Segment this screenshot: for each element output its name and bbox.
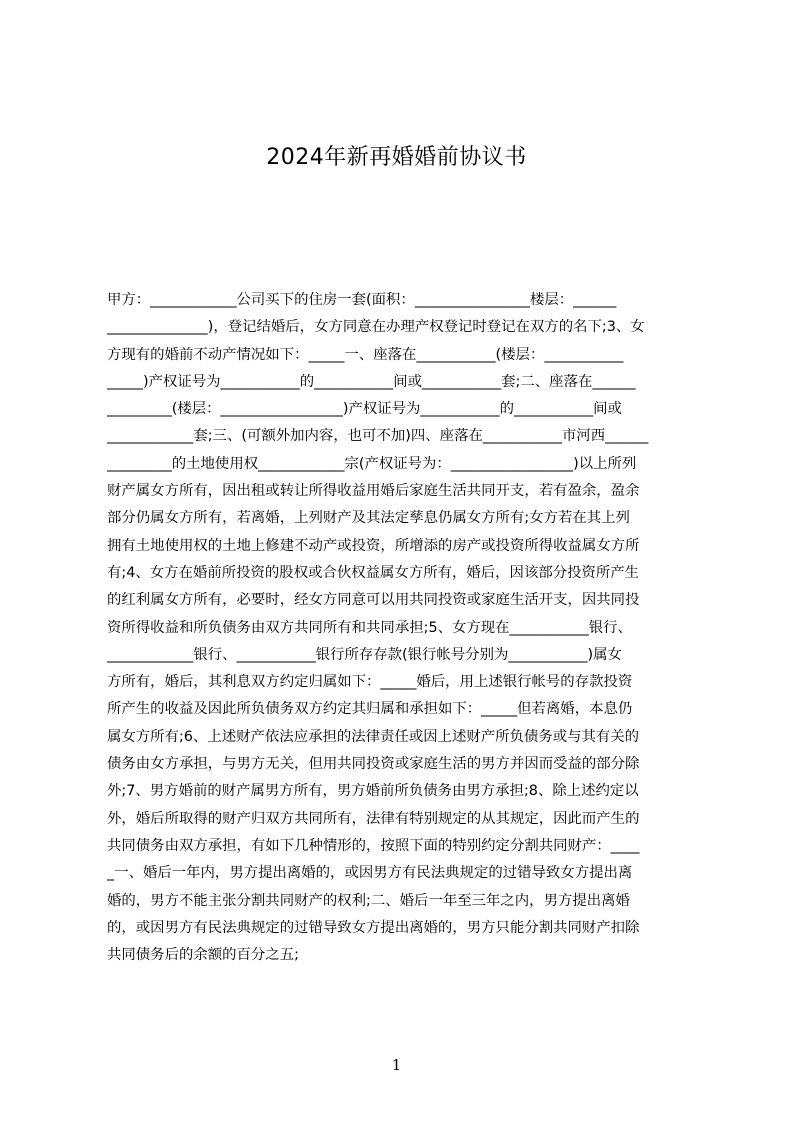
body-line: 甲方：____________公司买下的住房一套(面积：________________楼层：______ [107, 292, 617, 308]
body-line: 共同债务由双方承担，有如下几种情形的，按照下面的特别约定分割共同财产：____ [107, 837, 640, 854]
body-line: 方所有，婚后，其利息双方约定归属如下：_____婚后，用上述银行帐号的存款投资 [107, 674, 633, 691]
document-title: 2024年新再婚婚前协议书 [266, 145, 527, 170]
body-line: _________的土地使用权____________宗(产权证号为：_________________)以上所列 [107, 455, 637, 472]
body-line: 拥有土地使用权的土地上修建不动产或投资，所增添的房产或投资所得收益属女方所 [107, 537, 640, 554]
body-line: 所产生的收益及因此所负债务双方约定其归属和承担如下：_____但若离婚，本息仍 [107, 701, 633, 718]
body-line: _________(楼层：_________________)产权证号为___________的___________间或 [107, 401, 622, 418]
body-line: ______________)，登记结婚后，女方同意在办理产权登记时登记在双方的名下;3、女 [107, 319, 645, 336]
body-line: 的红利属女方所有，必要时，经女方同意可以用共同投资或家庭生活开支，因共同投 [107, 592, 640, 609]
body-line: ____________套;三、(可额外加内容，也可不加)四、座落在___________市河西______ [107, 428, 649, 445]
body-line: 外;7、男方婚前的财产属男方所有，男方婚前所负债务由男方承担;8、除上述约定以 [107, 783, 639, 800]
document-body [107, 287, 698, 969]
body-line: 婚的，男方不能主张分割共同财产的权利;二、婚后一年至三年之内，男方提出离婚 [107, 892, 630, 909]
body-line: 属女方所有;6、上述财产依法应承担的法律责任或因上述财产所负债务或与其有关的 [107, 728, 640, 745]
body-line: 债务由女方承担，与男方无关，但用共同投资或家庭生活的男方并因而受益的部分除 [107, 756, 640, 773]
page-number: 1 [391, 1056, 402, 1074]
body-line: 财产属女方所有，因出租或转让所得收益用婚后家庭生活共同开支，若有盈余，盈余 [107, 483, 640, 500]
body-line: 方现有的婚前不动产情况如下：_____一、座落在___________(楼层：___________ [107, 346, 624, 363]
body-line: ____________银行、___________银行所存存款(银行帐号分别为___________)属女 [107, 646, 622, 663]
body-line: 有;4、女方在婚前所投资的股权或合伙权益属女方所有，婚后，因该部分投资所产生 [107, 564, 640, 581]
body-line: _____)产权证号为___________的___________间或___________套;二、座落在______ [107, 373, 636, 390]
body-line: _一、婚后一年内，男方提出离婚的，或因男方有民法典规定的过错导致女方提出离 [107, 865, 633, 882]
body-line: 的，或因男方有民法典规定的过错导致女方提出离婚的，男方只能分割共同财产扣除 [107, 919, 640, 936]
body-line: 部分仍属女方所有，若离婚，上列财产及其法定孳息仍属女方所有;女方若在其上列 [107, 510, 630, 527]
body-line: 外，婚后所取得的财产归双方共同所有，法律有特别规定的从其规定，因此而产生的 [107, 810, 640, 827]
body-line: 资所得收益和所负债务由双方共同所有和共同承担;5、女方现在___________银行、 [107, 619, 632, 636]
body-line: 共同债务后的余额的百分之五; [107, 947, 299, 964]
